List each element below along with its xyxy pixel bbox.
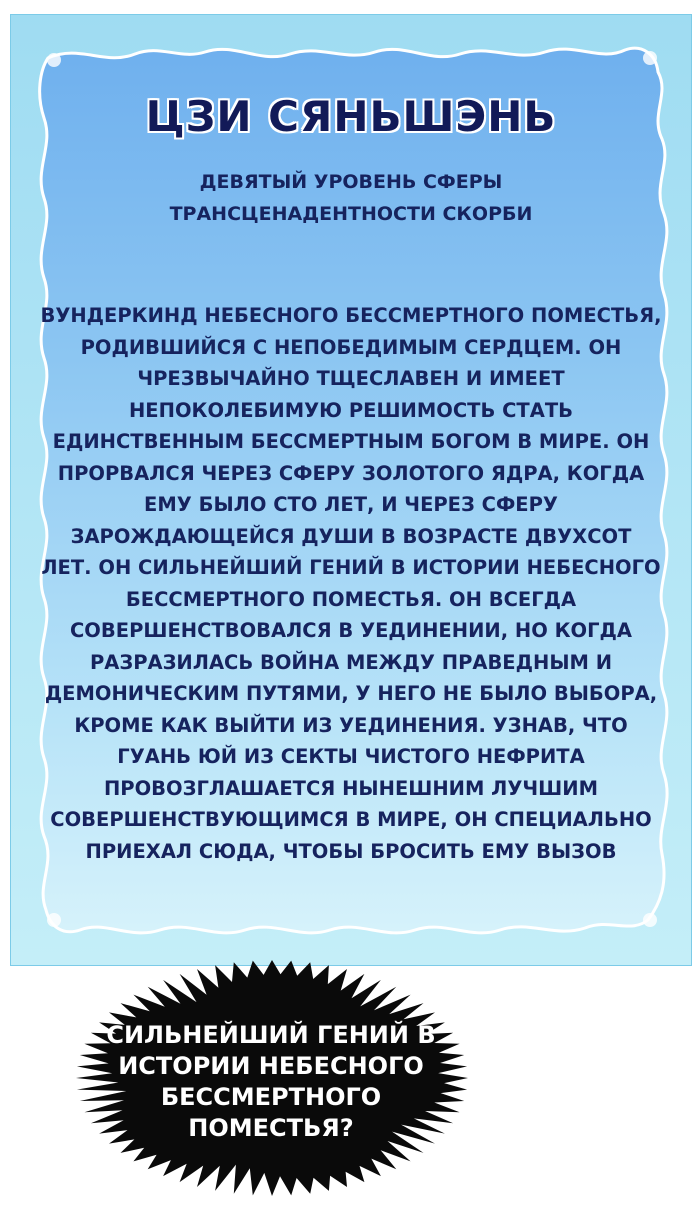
description-line: ПРОРВАЛСЯ ЧЕРЕЗ СФЕРУ ЗОЛОТОГО ЯДРА, КОГДА — [57, 461, 645, 485]
subtitle-line: ДЕВЯТЫЙ УРОВЕНЬ СФЕРЫ — [199, 171, 503, 193]
description-line: ПРИЕХАЛ СЮДА, ЧТОБЫ БРОСИТЬ ЕМУ ВЫЗОВ — [85, 839, 617, 863]
speech-line: ПОМЕСТЬЯ? — [188, 1114, 354, 1142]
description-line: ЛЕТ. ОН СИЛЬНЕЙШИЙ ГЕНИЙ В ИСТОРИИ НЕБЕСНОГО — [41, 556, 661, 579]
description-line: РАЗРАЗИЛАСЬ ВОЙНА МЕЖДУ ПРАВЕДНЫМ И — [89, 650, 613, 674]
speech-line: БЕССМЕРТНОГО — [160, 1083, 382, 1111]
description-line: ЧРЕЗВЫЧАЙНО ТЩЕСЛАВЕН И ИМЕЕТ — [137, 367, 565, 390]
speech-line: СИЛЬНЕЙШИЙ ГЕНИЙ В — [106, 1021, 436, 1049]
description-line: БЕССМЕРТНОГО ПОМЕСТЬЯ. ОН ВСЕГДА — [125, 587, 577, 611]
character-description — [10, 300, 692, 867]
description-line: РОДИВШИЙСЯ С НЕПОБЕДИМЫМ СЕРДЦЕМ. ОН — [80, 335, 622, 359]
character-level — [10, 166, 692, 230]
description-line: ЗАРОЖДАЮЩЕЙСЯ ДУШИ В ВОЗРАСТЕ ДВУХСОТ — [70, 524, 632, 548]
description-line: ЕДИНСТВЕННЫМ БЕССМЕРТНЫМ БОГОМ В МИРЕ. ОН — [52, 430, 650, 453]
speech-line: ИСТОРИИ НЕБЕСНОГО — [118, 1052, 424, 1080]
description-line: ВУНДЕРКИНД НЕБЕСНОГО БЕССМЕРТНОГО ПОМЕСТЬЯ, — [40, 304, 662, 327]
character-name: ЦЗИ СЯНЬШЭНЬ — [145, 92, 557, 141]
speech-bubble-text — [86, 1020, 456, 1144]
description-line: ЕМУ БЫЛО СТО ЛЕТ, И ЧЕРЕЗ СФЕРУ — [144, 493, 558, 516]
description-line: ДЕМОНИЧЕСКИМ ПУТЯМИ, У НЕГО НЕ БЫЛО ВЫБОРА, — [44, 682, 658, 705]
description-line: КРОМЕ КАК ВЫЙТИ ИЗ УЕДИНЕНИЯ. УЗНАВ, ЧТО — [74, 713, 628, 737]
description-line: ПРОВОЗГЛАШАЕТСЯ НЫНЕШНИМ ЛУЧШИМ — [103, 776, 598, 800]
subtitle-line: ТРАНСЦЕНАДЕНТНОСТИ СКОРБИ — [169, 203, 533, 225]
description-line: НЕПОКОЛЕБИМУЮ РЕШИМОСТЬ СТАТЬ — [128, 398, 573, 422]
description-line: СОВЕРШЕНСТВУЮЩИМСЯ В МИРЕ, ОН СПЕЦИАЛЬНО — [50, 808, 652, 831]
description-line: СОВЕРШЕНСТВОВАЛСЯ В УЕДИНЕНИИ, НО КОГДА — [70, 619, 632, 642]
description-line: ГУАНЬ ЮЙ ИЗ СЕКТЫ ЧИСТОГО НЕФРИТА — [117, 745, 585, 768]
info-card — [10, 14, 692, 966]
